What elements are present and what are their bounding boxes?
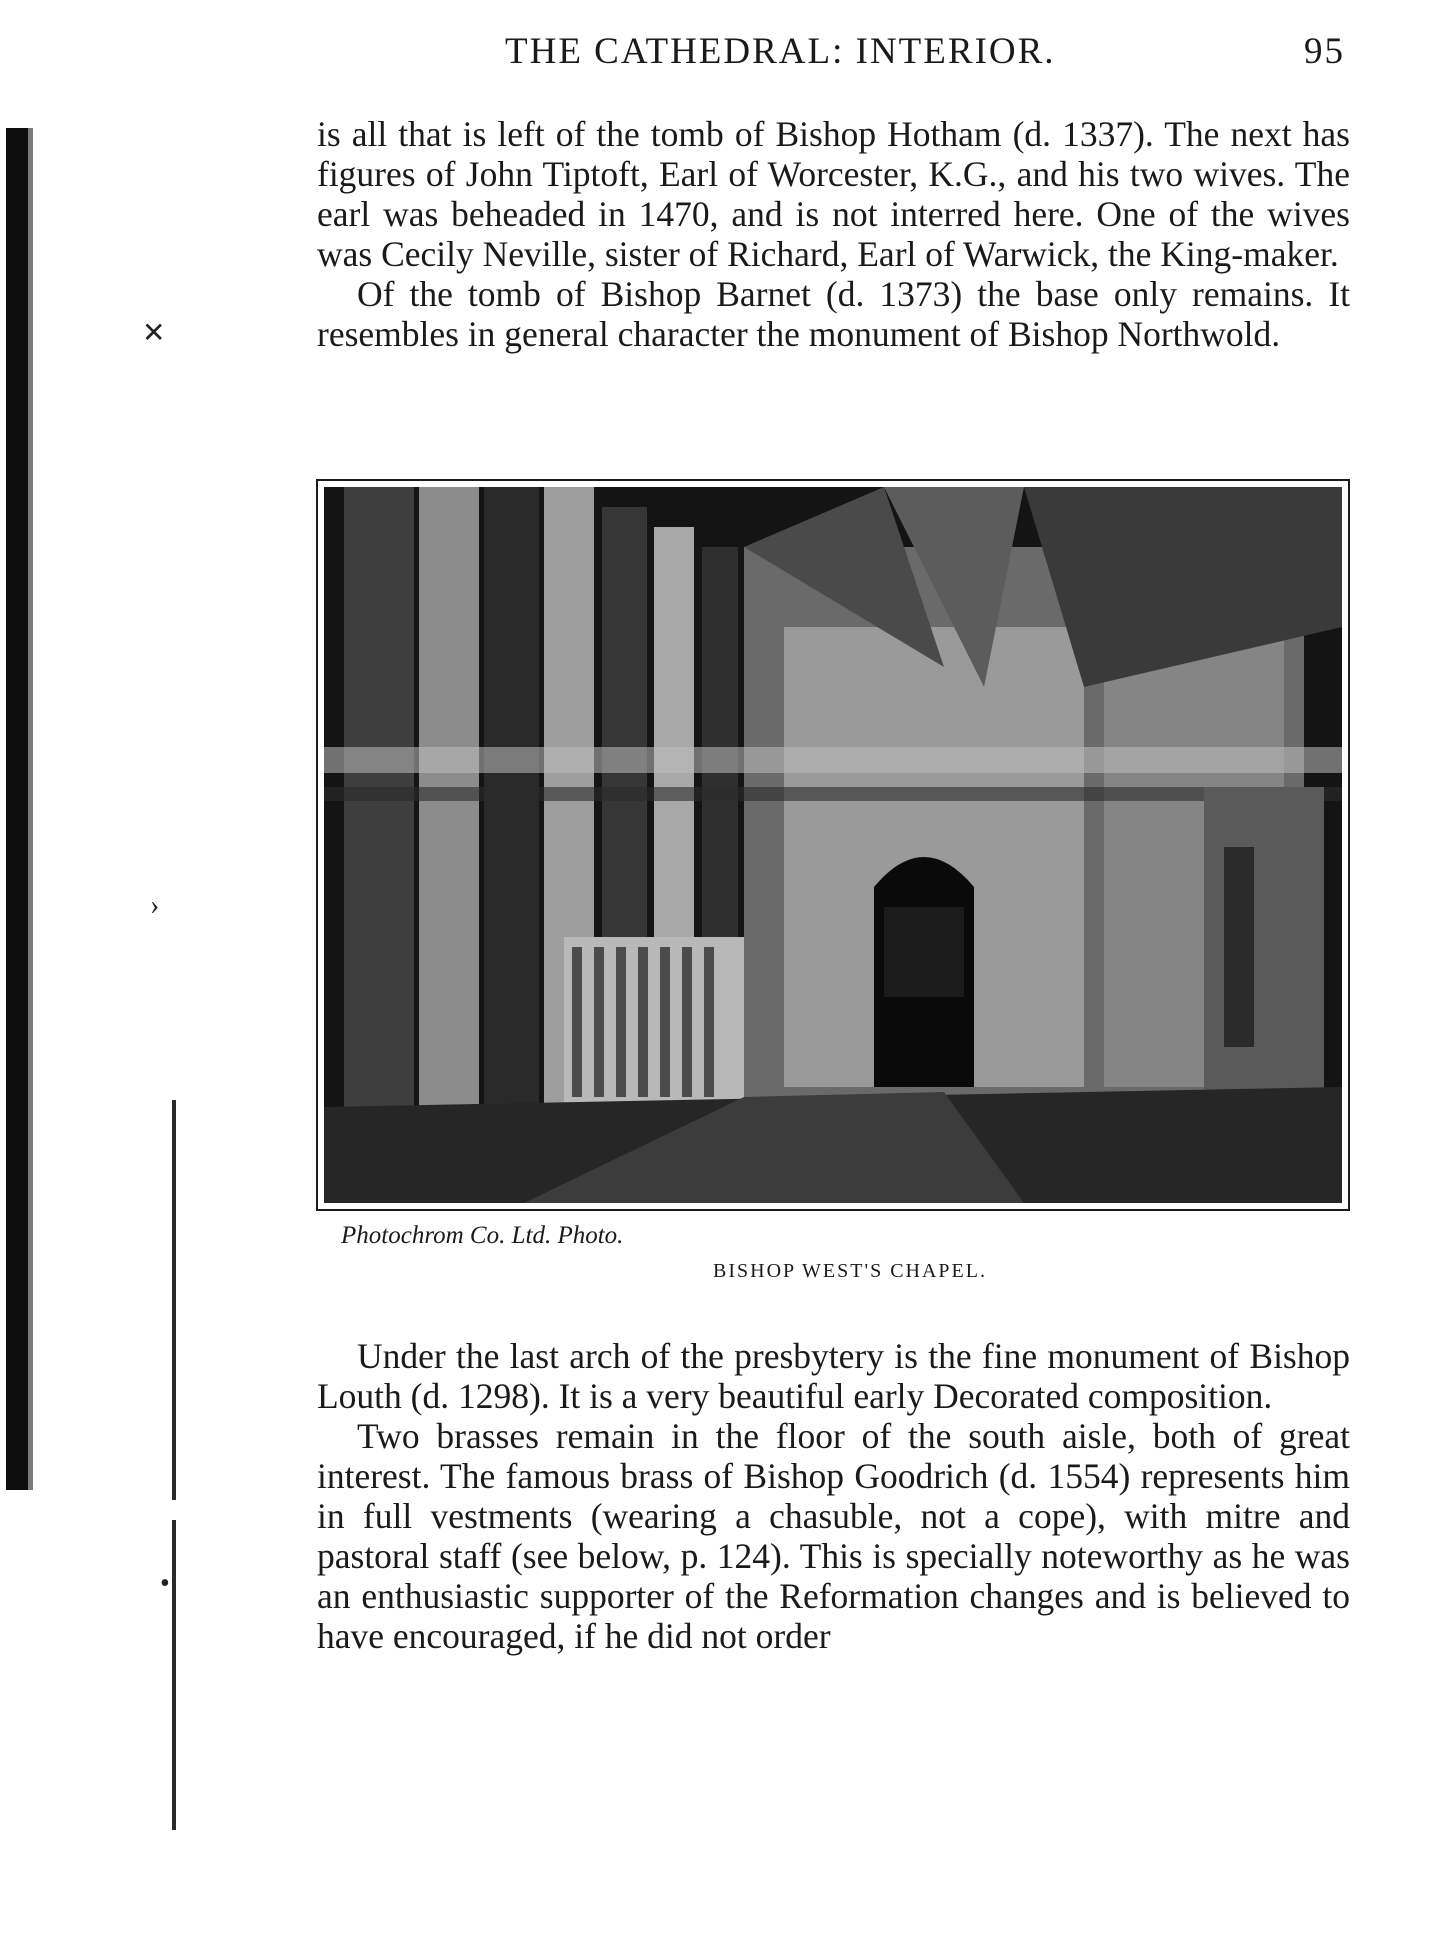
page-number: 95 (1304, 31, 1345, 72)
photo-credit: Photochrom Co. Ltd. Photo. (341, 1222, 624, 1249)
paragraph: Under the last arch of the presbytery is the fine monument of Bishop Louth (d. 1298). It is a very beautiful early Decorated composition. (317, 1336, 1350, 1416)
binding-edge-shadow (28, 128, 33, 1490)
running-head (505, 30, 1345, 82)
paragraph: is all that is left of the tomb of Bishop Hotham (d. 1337). The next has figures of John Tiptoft, Earl of Worcester, K.G., and his two wives. The earl was beheaded in 1470, and is not interred here. One of the wives was Cecily Neville, sister of Richard, Earl of Warwick, the King-maker. (317, 114, 1350, 274)
margin-mark: • (160, 1568, 170, 1599)
body-text-bottom (317, 1336, 1350, 1656)
body-text-top (317, 114, 1350, 354)
running-title: THE CATHEDRAL: INTERIOR. (505, 31, 1056, 72)
gutter-mark (172, 1520, 176, 1830)
margin-mark: › (150, 890, 160, 921)
chapel-photograph (316, 479, 1350, 1211)
chapel-photo-image (324, 487, 1342, 1203)
binding-edge (6, 128, 28, 1490)
figure-caption: BISHOP WEST'S CHAPEL. (713, 1260, 987, 1282)
margin-mark: ✕ (142, 318, 166, 349)
paragraph: Two brasses remain in the floor of the south aisle, both of great interest. The famous brass of Bishop Goodrich (d. 1554) represents him in full vestments (wearing a chasuble, not a cope), with mitre and pastoral staff (see below, p. 124). This is specially noteworthy as he was an enthusiastic supporter of the Reformation changes and is believed to have encouraged, if he did not order (317, 1416, 1350, 1656)
gutter-mark (172, 1100, 176, 1500)
paragraph: Of the tomb of Bishop Barnet (d. 1373) the base only remains. It resembles in general character the monument of Bishop Northwold. (317, 274, 1350, 354)
